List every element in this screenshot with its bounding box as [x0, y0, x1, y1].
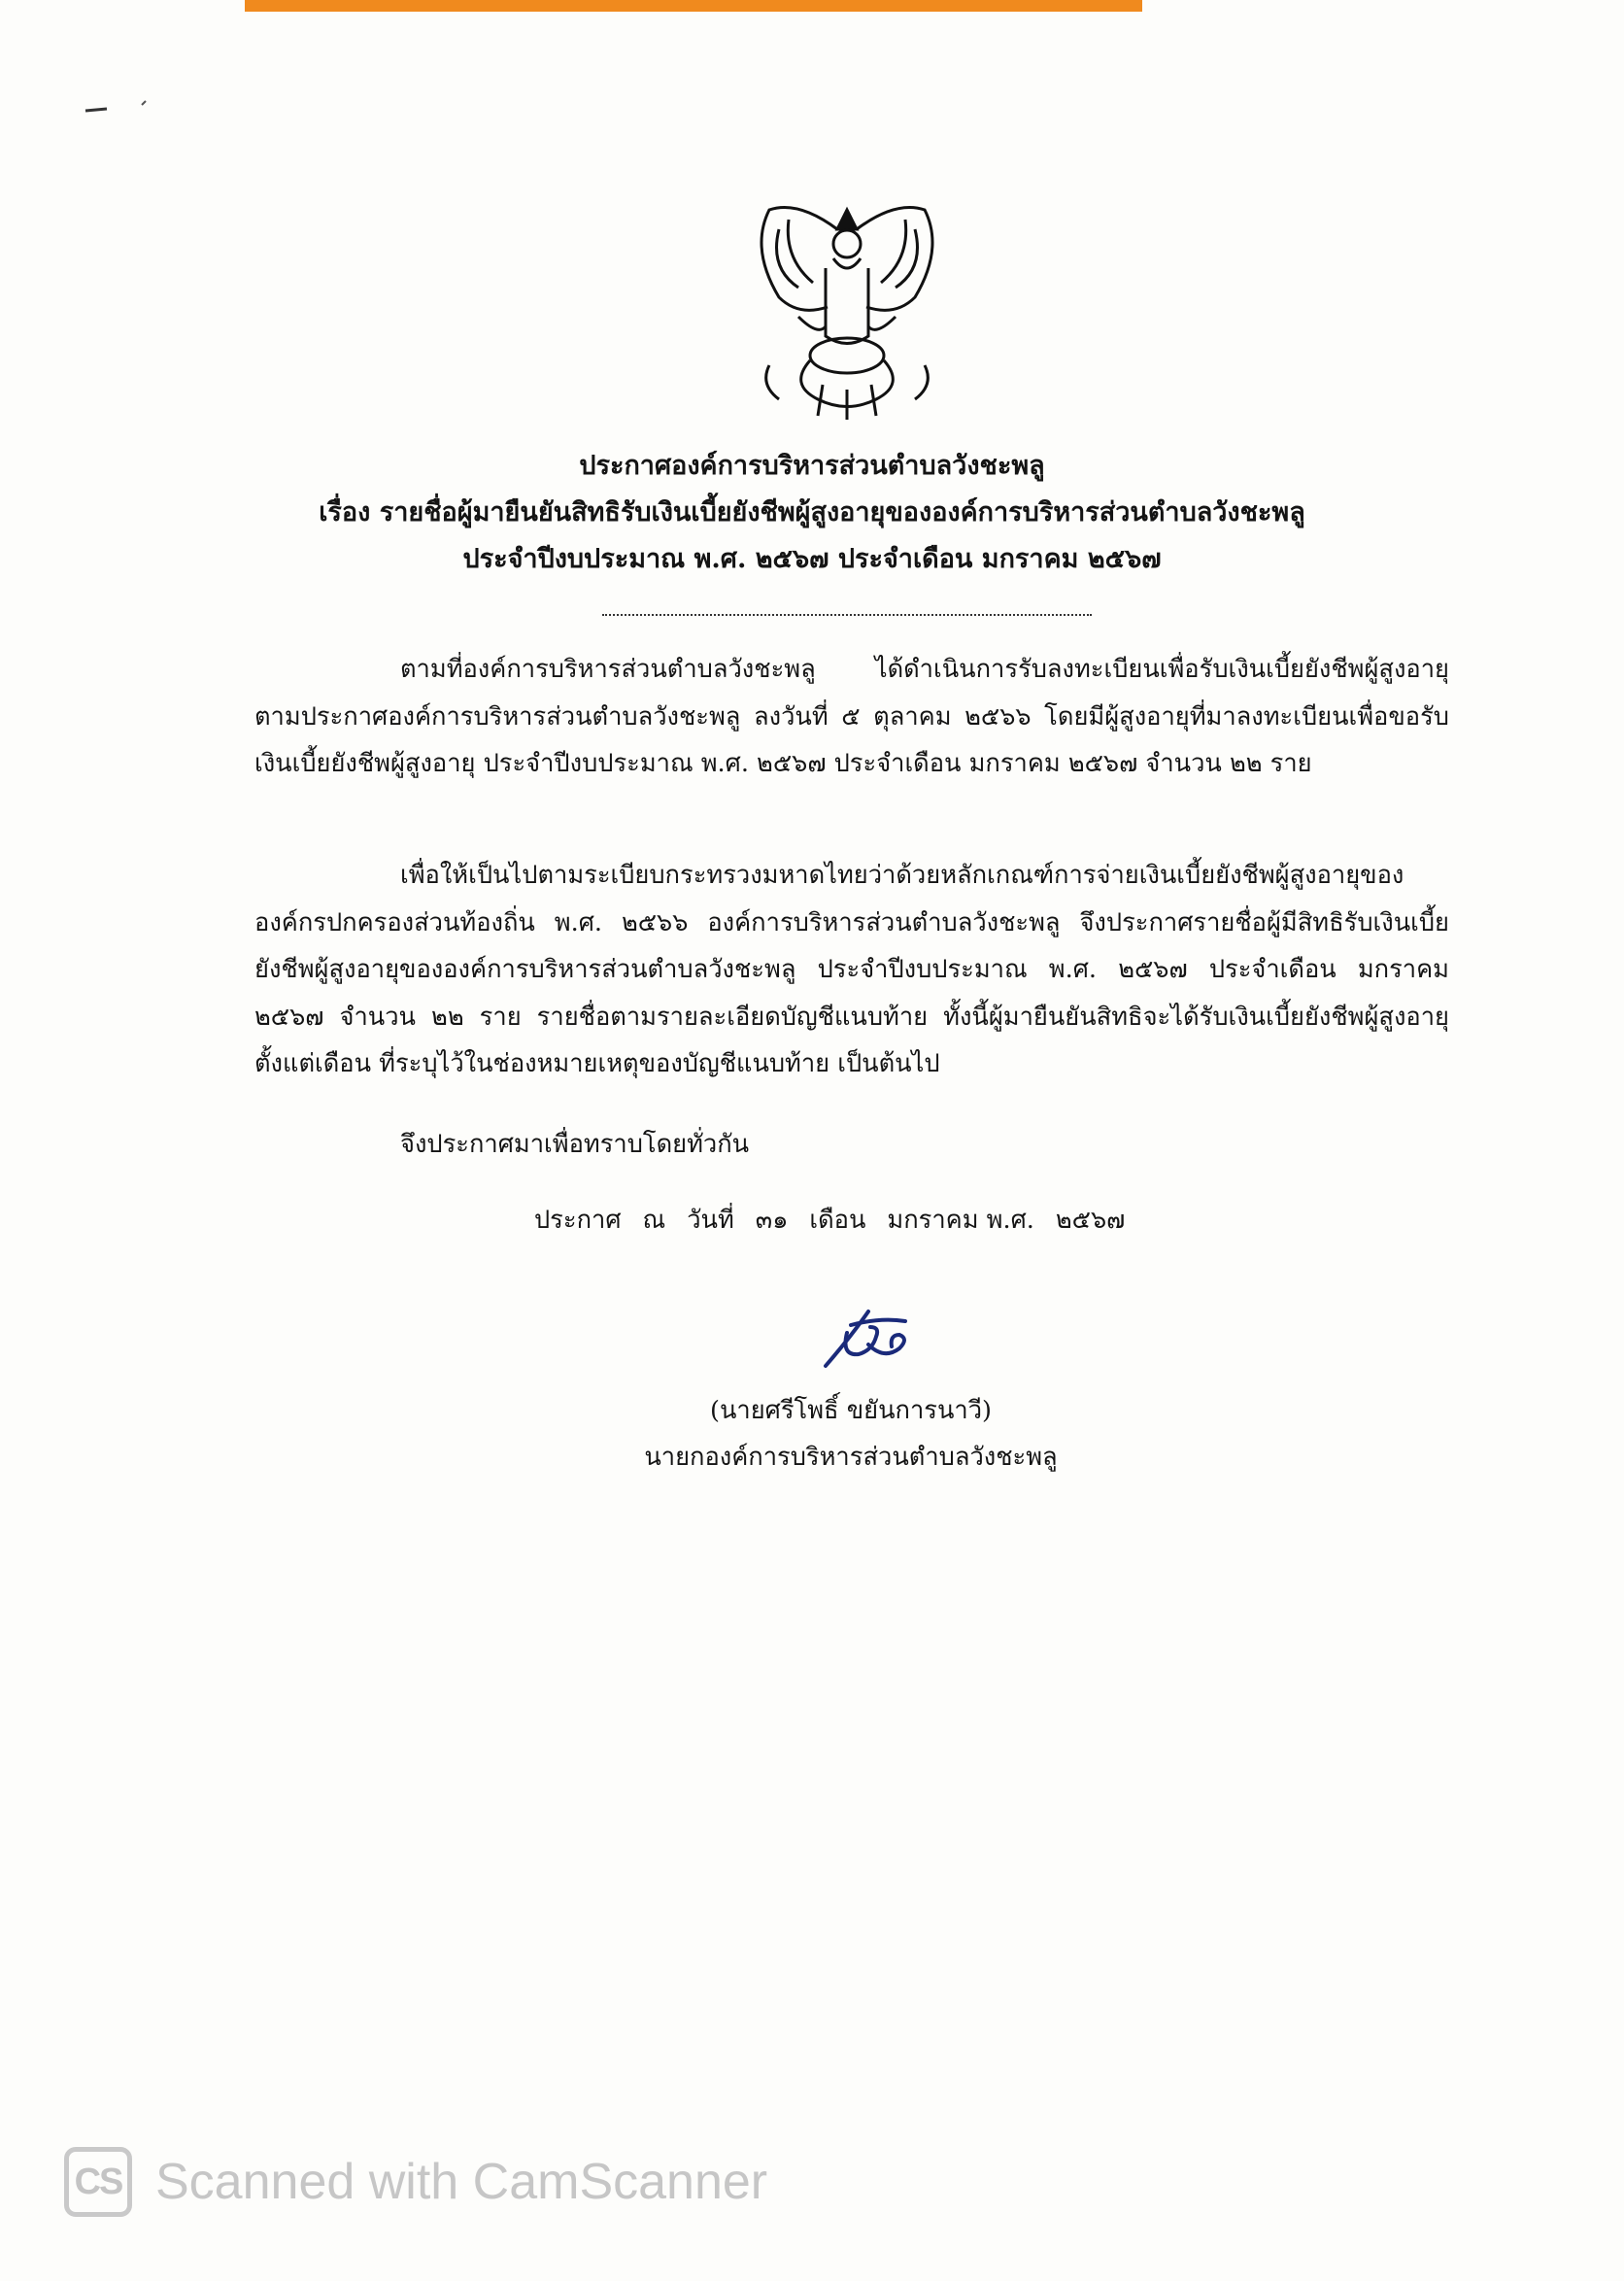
signer-position: นายกองค์การบริหารส่วนตำบลวังชะพลู [644, 1443, 1058, 1472]
camscanner-watermark [64, 2147, 767, 2217]
date-announced-label: ประกาศ [534, 1206, 622, 1235]
closing-statement: จึงประกาศมาเพื่อทราบโดยทั่วกัน [400, 1130, 750, 1159]
announcement-date [534, 1197, 1146, 1243]
signature-icon [812, 1298, 919, 1379]
signer-name: (นายศรีโพธิ์ ขยันการนาวี) [710, 1396, 992, 1425]
announcement-period: ประจำปีงบประมาณ พ.ศ. ๒๕๖๗ ประจำเดือน มกราคม ๒๕๖๗ [462, 544, 1162, 574]
camscanner-logo-icon: CS [64, 2147, 132, 2217]
date-day-value: ๓๑ [755, 1206, 789, 1235]
dotted-divider [602, 614, 1092, 616]
date-month-label: เดือน [809, 1206, 866, 1235]
orange-folder-tab [245, 0, 1142, 12]
announcement-subject: เรื่อง รายชื่อผู้มายืนยันสิทธิรับเงินเบี้ยยังชีพผู้สูงอายุขององค์การบริหารส่วนตำบลวังชะพลู [319, 497, 1305, 528]
scan-mark-icon [82, 97, 169, 120]
date-at-label: ณ [642, 1206, 666, 1235]
date-day-label: วันที่ [687, 1206, 734, 1235]
garuda-emblem-icon [740, 190, 954, 424]
date-year-value: ๒๕๖๗ [1055, 1206, 1126, 1235]
body-paragraph-1: ตามที่องค์การบริหารส่วนตำบลวังชะพลู ได้ดำเนินการรับลงทะเบียนเพื่อรับเงินเบี้ยยังชีพผู้สูงอายุ ตามประกาศองค์การบริหารส่วนตำบลวังชะพลู ลงวันที่ ๕ ตุลาคม ๒๕๖๖ โดยมีผู้สูงอายุที่มาลงทะเบียนเพื่อขอรับเงินเบี้ยยังชีพผู้สูงอายุ ประจำปีงบประมาณ พ.ศ. ๒๕๖๗ ประจำเดือน มกราคม ๒๕๖๗ จำนวน ๒๒ ราย [254, 655, 1449, 778]
announcement-title: ประกาศองค์การบริหารส่วนตำบลวังชะพลู [579, 451, 1045, 481]
body-paragraph-2: เพื่อให้เป็นไปตามระเบียบกระทรวงมหาดไทยว่าด้วยหลักเกณฑ์การจ่ายเงินเบี้ยยังชีพผู้สูงอายุขององค์กรปกครองส่วนท้องถิ่น พ.ศ. ๒๕๖๖ องค์การบริหารส่วนตำบลวังชะพลู จึงประกาศรายชื่อผู้มีสิทธิรับเงินเบี้ยยังชีพผู้สูงอายุขององค์การบริหารส่วนตำบลวังชะพลู ประจำปีงบประมาณ พ.ศ. ๒๕๖๗ ประจำเดือน มกราคม ๒๕๖๗ จำนวน ๒๒ ราย รายชื่อตามรายละเอียดบัญชีแนบท้าย ทั้งนี้ผู้มายืนยันสิทธิจะได้รับเงินเบี้ยยังชีพผู้สูงอายุตั้งแต่เดือน ที่ระบุไว้ในช่องหมายเหตุของบัญชีแนบท้าย เป็นต้นไป [254, 861, 1449, 1078]
camscanner-text: Scanned with CamScanner [155, 2154, 768, 2210]
date-month-year: มกราคม พ.ศ. [887, 1206, 1034, 1235]
